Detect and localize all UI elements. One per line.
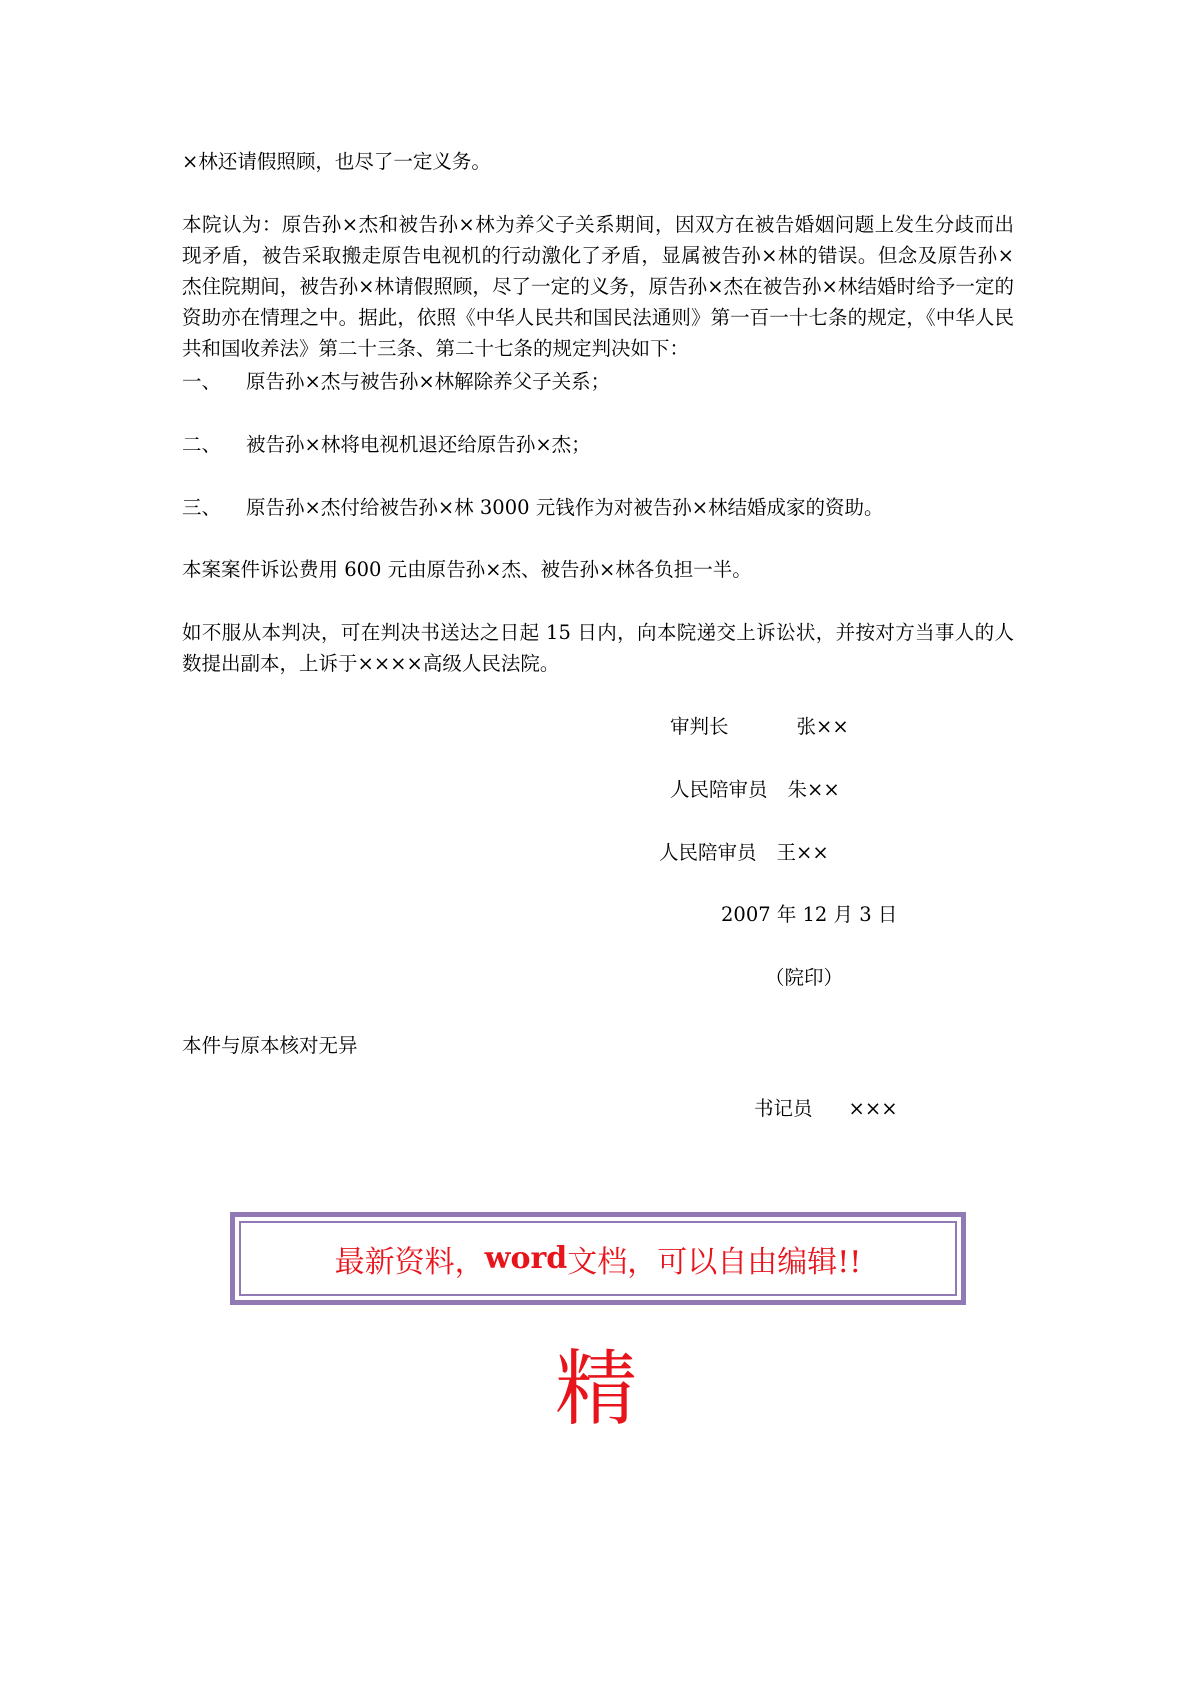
judgment-item-2 (182, 429, 591, 460)
assessor-1-signature (670, 774, 840, 805)
chief-judge-signature (670, 711, 849, 742)
assessor-2-signature (659, 837, 829, 868)
clerk-name: ××× (848, 1097, 898, 1120)
verification-line: 本件与原本核对无异 (182, 1034, 358, 1057)
clerk-title: 书记员 (754, 1097, 813, 1120)
judgment-text: 原告孙×杰付给被告孙×林 3000 元钱作为对被告孙×林结婚成家的资助。 (246, 496, 884, 519)
promo-banner-text (239, 1221, 957, 1296)
banner-suffix: 文档，可以自由编辑!! (567, 1244, 862, 1280)
costs-line: 本案案件诉讼费用 600 元由原告孙×杰、被告孙×林各负担一半。 (182, 558, 752, 581)
judgment-item-3 (182, 492, 884, 523)
banner-bold-word: word (484, 1241, 568, 1276)
judgment-number: 一、 (182, 370, 222, 393)
judgment-item-1 (182, 366, 610, 397)
assessor-2-name: 王×× (776, 841, 829, 864)
judgment-text: 原告孙×杰与被告孙×林解除养父子关系； (246, 370, 611, 393)
judgment-date: 2007 年 12 月 3 日 (721, 903, 898, 926)
assessor-1-title: 人民陪审员 (670, 778, 768, 801)
assessor-2-title: 人民陪审员 (659, 841, 757, 864)
promo-banner (230, 1212, 966, 1305)
clerk-signature (754, 1093, 898, 1124)
court-seal-note: （院印） (765, 966, 844, 989)
chief-judge-name: 张×× (796, 715, 849, 738)
banner-prefix: 最新资料， (334, 1244, 485, 1280)
chief-judge-title: 审判长 (670, 715, 729, 738)
court-opinion-paragraph: 本院认为：原告孙×杰和被告孙×林为养父子关系期间，因双方在被告婚姻问题上发生分歧而出现矛盾，被告采取搬走原告电视机的行动激化了矛盾，显属被告孙×林的错误。但念及原告孙×杰住院期间，被告孙×林请假照顾，尽了一定的义务，原告孙×杰在被告孙×林结婚时给予一定的资助亦在情理之中。据此，依照《中华人民共和国民法通则》第一百一十七条的规定，《中华人民共和国收养法》第二十三条、第二十七条的规定判决如下： (182, 213, 1014, 360)
judgment-text: 被告孙×林将电视机退还给原告孙×杰； (246, 433, 591, 456)
appeal-paragraph: 如不服从本判决，可在判决书送达之日起 15 日内，向本院递交上诉讼状，并按对方当事人的人数提出副本，上诉于××××高级人民法院。 (182, 621, 1014, 675)
judgment-number: 三、 (182, 496, 222, 519)
assessor-1-name: 朱×× (787, 778, 840, 801)
judgment-number: 二、 (182, 433, 222, 456)
opening-line: ×林还请假照顾，也尽了一定义务。 (182, 150, 491, 173)
large-red-character: 精 (555, 1342, 638, 1437)
